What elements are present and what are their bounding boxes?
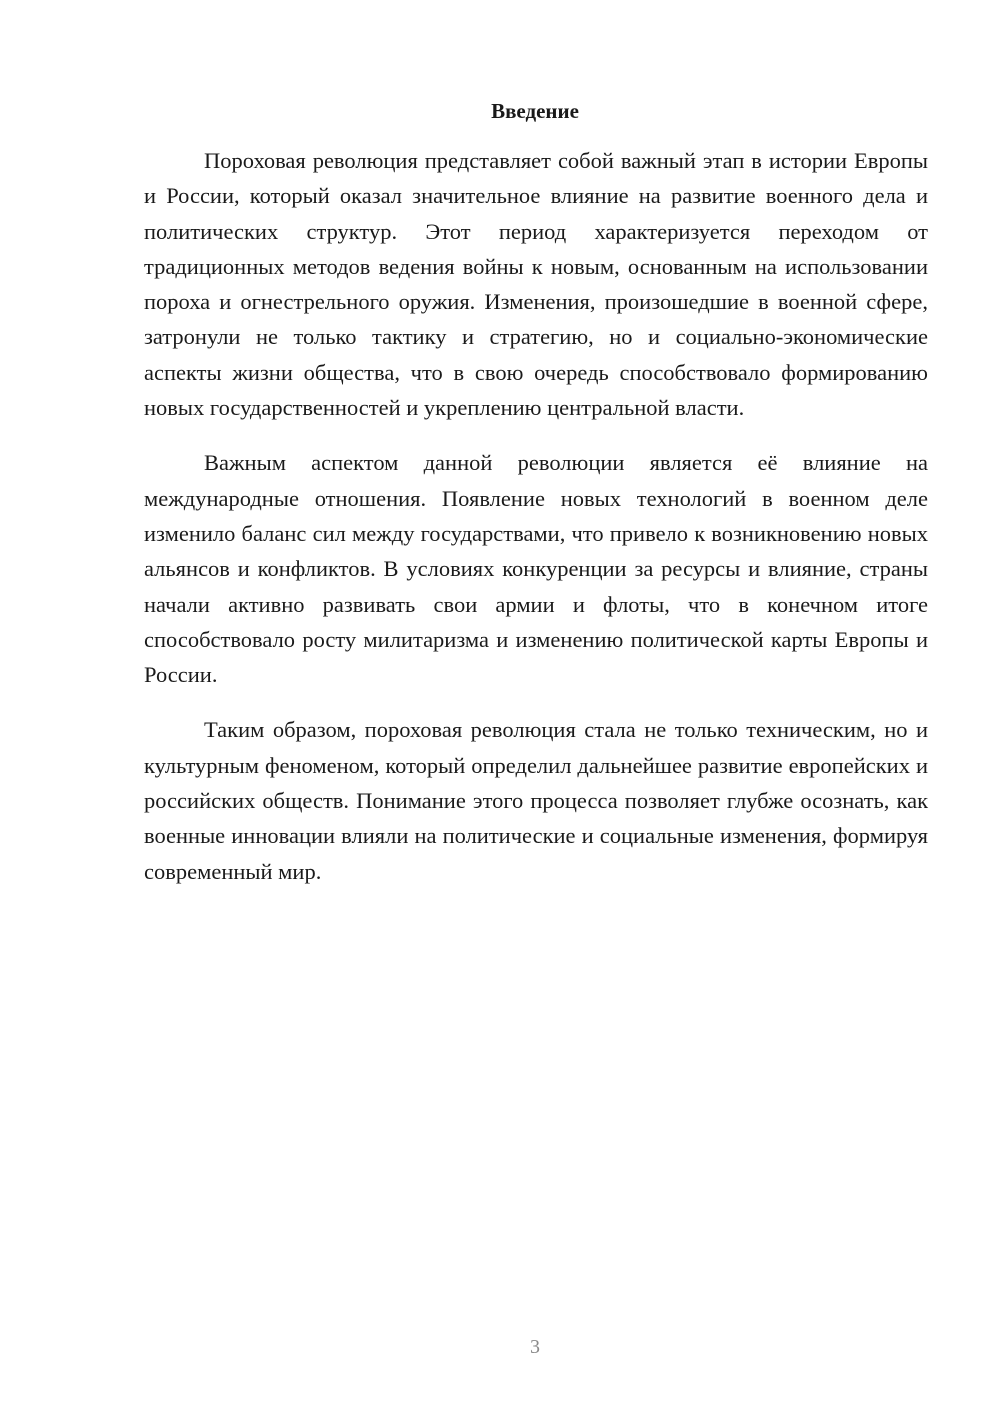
page-number: 3 [530,1336,540,1358]
paragraph: Пороховая революция представляет собой важный этап в истории Европы и России, который оказал значительное влияние на развитие военного дела и политических структур. Этот период характеризуется переходом от традиционных методов ведения войны к новым, основанным на использовании пороха и огнестрельного оружия. Изменения, произошедшие в военной сфере, затронули не только тактику и стратегию, но и социально-экономические аспекты жизни общества, что в свою очередь способствовало формированию новых государственностей и укреплению центральной власти. [144,148,928,421]
paragraph: Важным аспектом данной революции является её влияние на международные отношения. Появление новых технологий в военном деле изменило баланс сил между государствами, что привело к возникновению новых альянсов и конфликтов. В условиях конкуренции за ресурсы и влияние, страны начали активно развивать свои армии и флоты, что в конечном итоге способствовало росту милитаризма и изменению политической карты Европы и России. [144,450,928,688]
paragraph: Таким образом, пороховая революция стала не только техническим, но и культурным феноменом, который определил дальнейшее развитие европейских и российских обществ. Понимание этого процесса позволяет глубже осознать, как военные инновации влияли на политические и социальные изменения, формируя современный мир. [144,717,928,884]
section-heading: Введение [491,99,579,123]
body-text [144,143,928,889]
